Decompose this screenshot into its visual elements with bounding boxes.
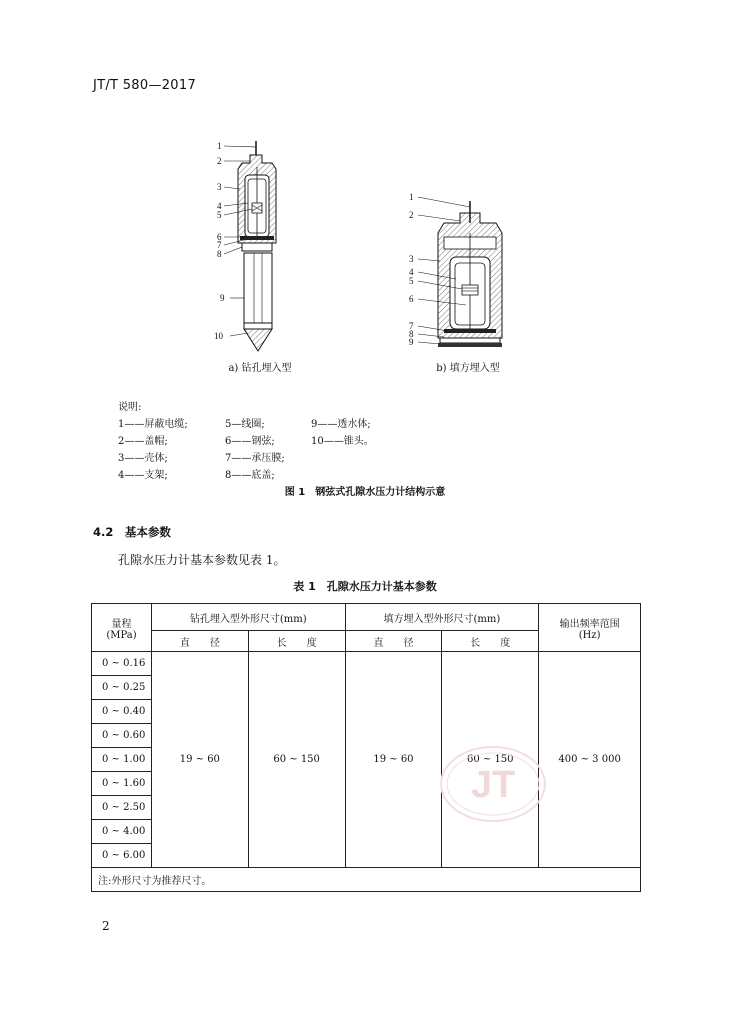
range-cell: 0 ~ 0.16 <box>92 652 152 676</box>
legend-item: 1——屏蔽电缆; <box>118 419 188 430</box>
borehole-length-cell: 60 ~ 150 <box>248 652 345 868</box>
standard-code: JT/T 580—2017 <box>93 78 197 93</box>
header-frequency: 输出频率范围 (Hz) <box>539 604 641 652</box>
callout-a-8: 8 <box>217 249 222 259</box>
legend-item: 5—线圈; <box>225 419 265 430</box>
range-cell: 0 ~ 2.50 <box>92 796 152 820</box>
range-cell: 0 ~ 0.25 <box>92 676 152 700</box>
callout-b-1: 1 <box>409 192 414 202</box>
callout-a-4: 4 <box>217 201 222 211</box>
range-cell: 0 ~ 1.00 <box>92 748 152 772</box>
header-fill-diameter: 直 径 <box>345 631 442 652</box>
table-note: 注:外形尺寸为推荐尺寸。 <box>92 868 641 892</box>
section-heading: 4.2 基本参数 <box>93 525 171 539</box>
range-cell: 0 ~ 0.60 <box>92 724 152 748</box>
borehole-diameter-cell: 19 ~ 60 <box>151 652 248 868</box>
callout-b-9: 9 <box>409 337 414 347</box>
callout-a-10: 10 <box>214 331 223 341</box>
header-borehole-length: 长 度 <box>248 631 345 652</box>
callout-a-9: 9 <box>220 293 225 303</box>
header-borehole-diameter: 直 径 <box>151 631 248 652</box>
range-cell: 0 ~ 0.40 <box>92 700 152 724</box>
callout-b-7: 7 <box>409 321 414 331</box>
callout-a-1: 1 <box>217 141 222 151</box>
range-cell: 0 ~ 1.60 <box>92 772 152 796</box>
fill-length-cell: 60 ~ 150 <box>442 652 539 868</box>
callout-b-6: 6 <box>409 294 414 304</box>
callout-b-2: 2 <box>409 210 414 220</box>
legend-item: 7——承压膜; <box>225 453 285 464</box>
range-cell: 0 ~ 6.00 <box>92 844 152 868</box>
fill-diameter-cell: 19 ~ 60 <box>345 652 442 868</box>
table-row <box>92 652 641 676</box>
legend-item: 2——盖帽; <box>118 436 168 447</box>
callout-a-5: 5 <box>217 210 222 220</box>
header-borehole: 钻孔埋入型外形尺寸(mm) <box>151 604 345 631</box>
callout-a-3: 3 <box>217 182 222 192</box>
callout-b-5: 5 <box>409 276 414 286</box>
legend-title: 说明: <box>118 402 142 413</box>
header-fill-length: 长 度 <box>442 631 539 652</box>
callout-b-8: 8 <box>409 329 414 339</box>
legend-item: 4——支架; <box>118 470 168 481</box>
jt-watermark-logo <box>438 744 548 824</box>
section-body: 孔隙水压力计基本参数见表 1。 <box>118 553 286 567</box>
table-title: 表 1 孔隙水压力计基本参数 <box>293 580 437 593</box>
svg-text:JT: JT <box>470 764 516 806</box>
callout-b-3: 3 <box>409 254 414 264</box>
structure-figure <box>200 133 540 383</box>
legend-item: 3——壳体; <box>118 453 168 464</box>
frequency-cell: 400 ~ 3 000 <box>539 652 641 868</box>
borehole-type-diagram <box>224 141 276 351</box>
callout-a-2: 2 <box>217 156 222 166</box>
figure-title: 图 1 钢弦式孔隙水压力计结构示意 <box>284 487 446 498</box>
page-number: 2 <box>102 919 110 933</box>
header-fill: 填方埋入型外形尺寸(mm) <box>345 604 539 631</box>
callout-b-4: 4 <box>409 267 414 277</box>
legend-item: 6——钢弦; <box>225 436 275 447</box>
callout-a-6: 6 <box>217 232 222 242</box>
fill-type-diagram <box>418 197 502 347</box>
legend-item: 9——透水体; <box>311 419 371 430</box>
legend-item: 8——底盖; <box>225 470 275 481</box>
parameter-table <box>91 603 641 892</box>
subfigure-a-caption: a) 钻孔埋入型 <box>228 363 292 374</box>
header-range: 量程 (MPa) <box>92 604 152 652</box>
range-cell: 0 ~ 4.00 <box>92 820 152 844</box>
legend-item: 10——锥头。 <box>311 436 374 447</box>
callout-a-7: 7 <box>217 240 222 250</box>
subfigure-b-caption: b) 填方埋入型 <box>436 363 500 374</box>
